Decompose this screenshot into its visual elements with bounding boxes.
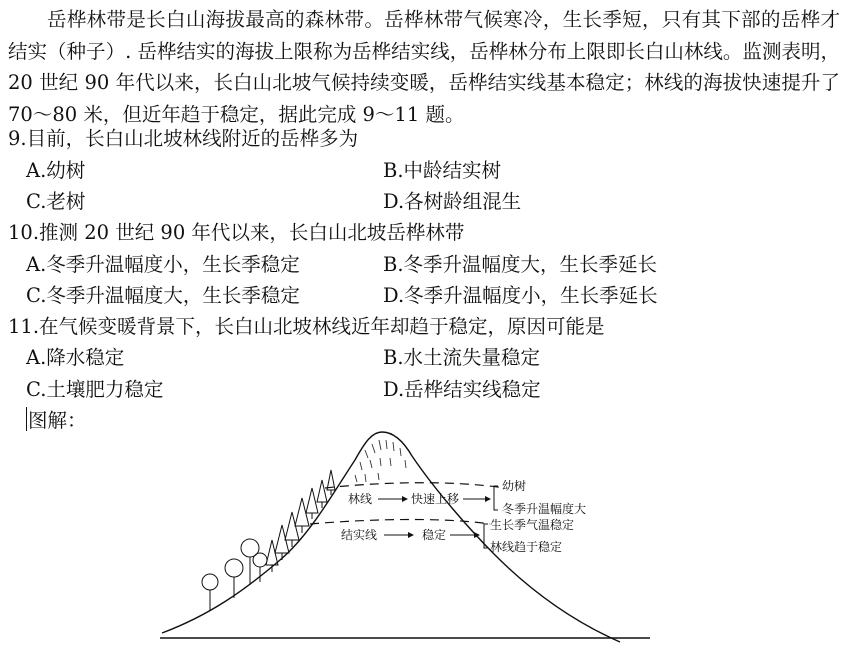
question-11-stem: 11.在气候变暖背景下，长白山北坡林线近年却趋于稳定，原因可能是 bbox=[8, 315, 605, 338]
mountain-diagram bbox=[150, 420, 670, 655]
passage-text: 岳桦林带是长白山海拔最高的森林带。岳桦林带气候寒冷，生长季短，只有其下部的岳桦才结实（种子）. 岳桦结实的海拔上限称为岳桦结实线，岳桦林分布上限即长白山林线。监测表明，20 世纪 90 年代以来，长白山北坡气候持续变暖，岳桦结实线基本稳定；林线的海拔快速提升了 70～80 米，但近年趋于稳定，据此完成 9～11 题。 bbox=[8, 8, 840, 126]
figure-label: 图解： bbox=[28, 409, 87, 432]
season-stable-label: 生长季气温稳定 bbox=[490, 518, 575, 532]
question-9-option-b[interactable]: B.中龄结实树 bbox=[383, 159, 502, 182]
question-9-stem: 9.目前，长白山北坡林线附近的岳桦多为 bbox=[8, 127, 359, 150]
question-10-option-a[interactable]: A.冬季升温幅度小，生长季稳定 bbox=[26, 253, 300, 276]
winter-warming-label: 冬季升温幅度大 bbox=[502, 502, 587, 516]
treeline-stable-label: 林线趋于稳定 bbox=[490, 540, 563, 554]
birch-trees bbox=[202, 470, 335, 610]
fast-rise-label: 快速上移 bbox=[411, 492, 460, 506]
question-10-option-d[interactable]: D.冬季升温幅度小，生长季延长 bbox=[383, 284, 658, 307]
question-11-option-d[interactable]: D.岳桦结实线稳定 bbox=[383, 378, 541, 401]
question-10-option-b[interactable]: B.冬季升温幅度大，生长季延长 bbox=[383, 253, 658, 276]
young-trees-label: 幼树 bbox=[502, 479, 527, 493]
question-9-option-c[interactable]: C.老树 bbox=[26, 190, 86, 213]
fruiting-line-label: 结实线 bbox=[341, 528, 378, 542]
stable-label: 稳定 bbox=[422, 528, 447, 542]
treeline-label: 林线 bbox=[348, 492, 373, 506]
question-11-option-b[interactable]: B.水土流失量稳定 bbox=[383, 346, 541, 369]
text-cursor bbox=[26, 407, 27, 431]
question-11-option-a[interactable]: A.降水稳定 bbox=[26, 346, 125, 369]
question-11-option-c[interactable]: C.土壤肥力稳定 bbox=[26, 378, 164, 401]
question-9-option-d[interactable]: D.各树龄组混生 bbox=[383, 190, 522, 213]
question-9-option-a[interactable]: A.幼树 bbox=[26, 159, 86, 182]
question-10-stem: 10.推测 20 世纪 90 年代以来，长白山北坡岳桦林带 bbox=[8, 221, 465, 244]
question-10-option-c[interactable]: C.冬季升温幅度大，生长季稳定 bbox=[26, 284, 300, 307]
treeline-dashed bbox=[325, 483, 505, 488]
